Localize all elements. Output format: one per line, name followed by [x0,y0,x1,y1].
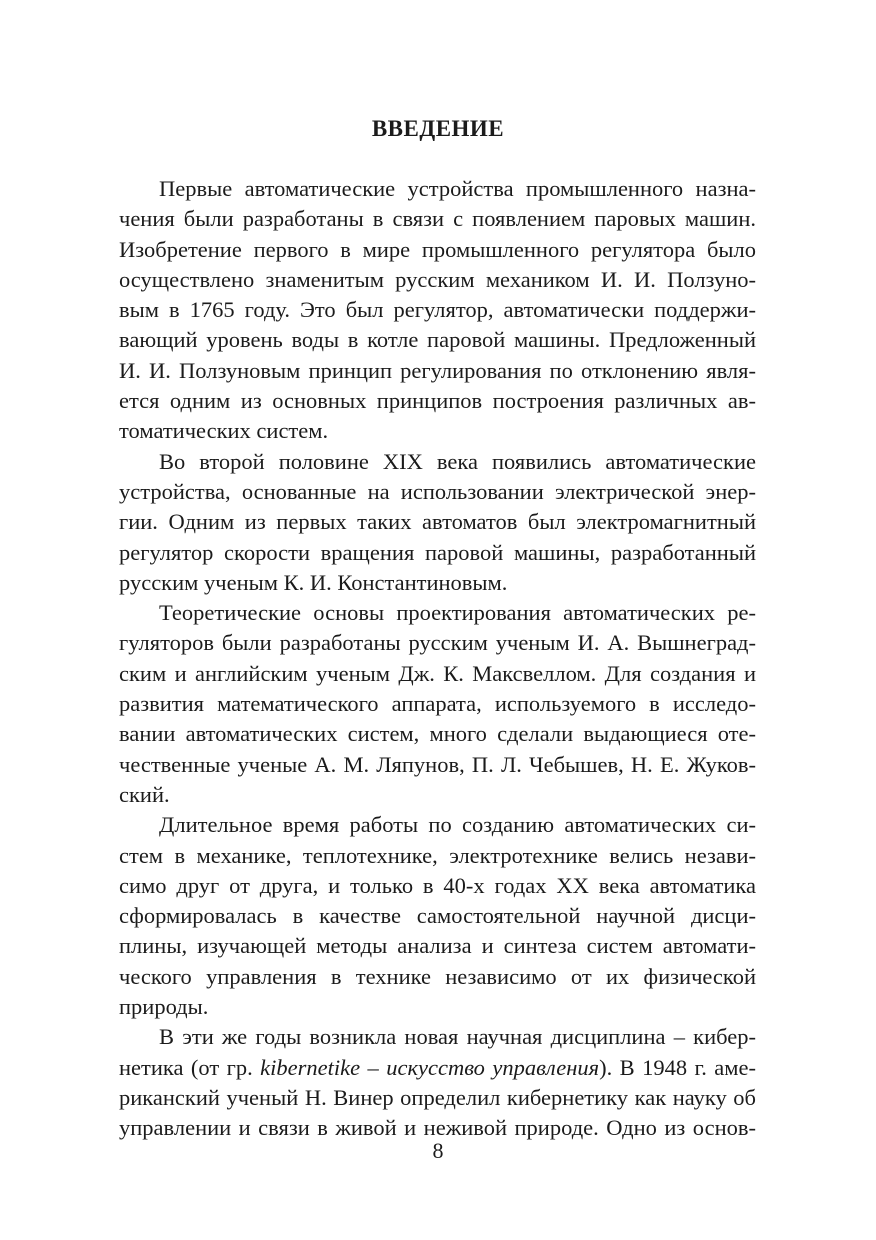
text-line: симо друг от друга, и только в 40-х годах XX века автоматика [119,872,756,898]
paragraph-5 [119,1022,756,1143]
text-line-with-italic [119,1053,756,1083]
text-line: природы. [119,994,209,1020]
text-line: русским ученым К. И. Константиновым. [119,569,508,595]
text-line: чественные ученые А. М. Ляпунов, П. Л. Чебышев, Н. Е. Жуков- [119,751,756,777]
text-line: регулятор скорости вращения паровой машины, разработанный [119,539,756,565]
text-line: гии. Одним из первых таких автоматов был электромагнитный [119,509,756,535]
text-line: ским и английским ученым Дж. К. Максвеллом. Для создания и [119,660,756,686]
text-line: вании автоматических систем, много сделали выдающиеся оте- [119,721,756,747]
paragraph-3 [119,598,756,810]
text-line: Во второй половине XIX века появились автоматические [159,448,756,474]
text-line: Изобретение первого в мире промышленного регулятора было [119,236,756,262]
text-line: томатических систем. [119,418,329,444]
text-line: гуляторов были разработаны русским ученым И. А. Вышнеград- [119,630,756,656]
text-line: ческого управления в технике независимо от их физической [119,963,756,989]
text-line: вым в 1765 году. Это был регулятор, автоматически поддержи- [119,297,756,323]
paragraph-1 [119,174,756,447]
text-line: Первые автоматические устройства промышленного назна- [159,176,756,201]
text-line: вающий уровень воды в котле паровой машины. Предложенный [119,327,756,353]
page-number: 8 [432,1138,444,1163]
text-line: осуществлено знаменитым русским механиком И. И. Ползуно- [119,266,756,292]
text-line: развития математического аппарата, используемого в исследо- [119,691,756,717]
text-line: И. И. Ползуновым принцип регулирования по отклонению явля- [119,357,756,383]
italic-term: kibernetike – искусство управления [260,1054,600,1080]
text-segment: ). В 1948 г. аме- [599,1054,756,1080]
text-segment: нетика (от гр. [119,1054,261,1080]
text-line: устройства, основанные на использовании электрической энер- [119,478,756,504]
text-line: управлении и связи в живой и неживой природе. Одно из основ- [119,1115,756,1141]
paragraph-4 [119,810,756,1022]
text-line: ский. [119,781,170,807]
body-text [119,174,756,1144]
text-line: риканский ученый Н. Винер определил кибернетику как науку об [119,1084,756,1110]
text-line: плины, изучающей методы анализа и синтеза систем автомати- [119,933,756,959]
text-line: стем в механике, теплотехнике, электротехнике велись незави- [119,842,756,868]
text-line: сформировалась в качестве самостоятельной научной дисци- [119,903,756,929]
text-line: Длительное время работы по созданию автоматических си- [159,812,756,838]
text-line: чения были разработаны в связи с появлением паровых машин. [119,206,756,232]
text-line: ется одним из основных принципов построения различных ав- [119,388,756,414]
text-line: В эти же годы возникла новая научная дисциплина – кибер- [159,1024,756,1050]
paragraph-2 [119,447,756,598]
page-title: ВВЕДЕНИЕ [371,116,505,141]
text-line: Теоретические основы проектирования автоматических ре- [159,600,756,626]
